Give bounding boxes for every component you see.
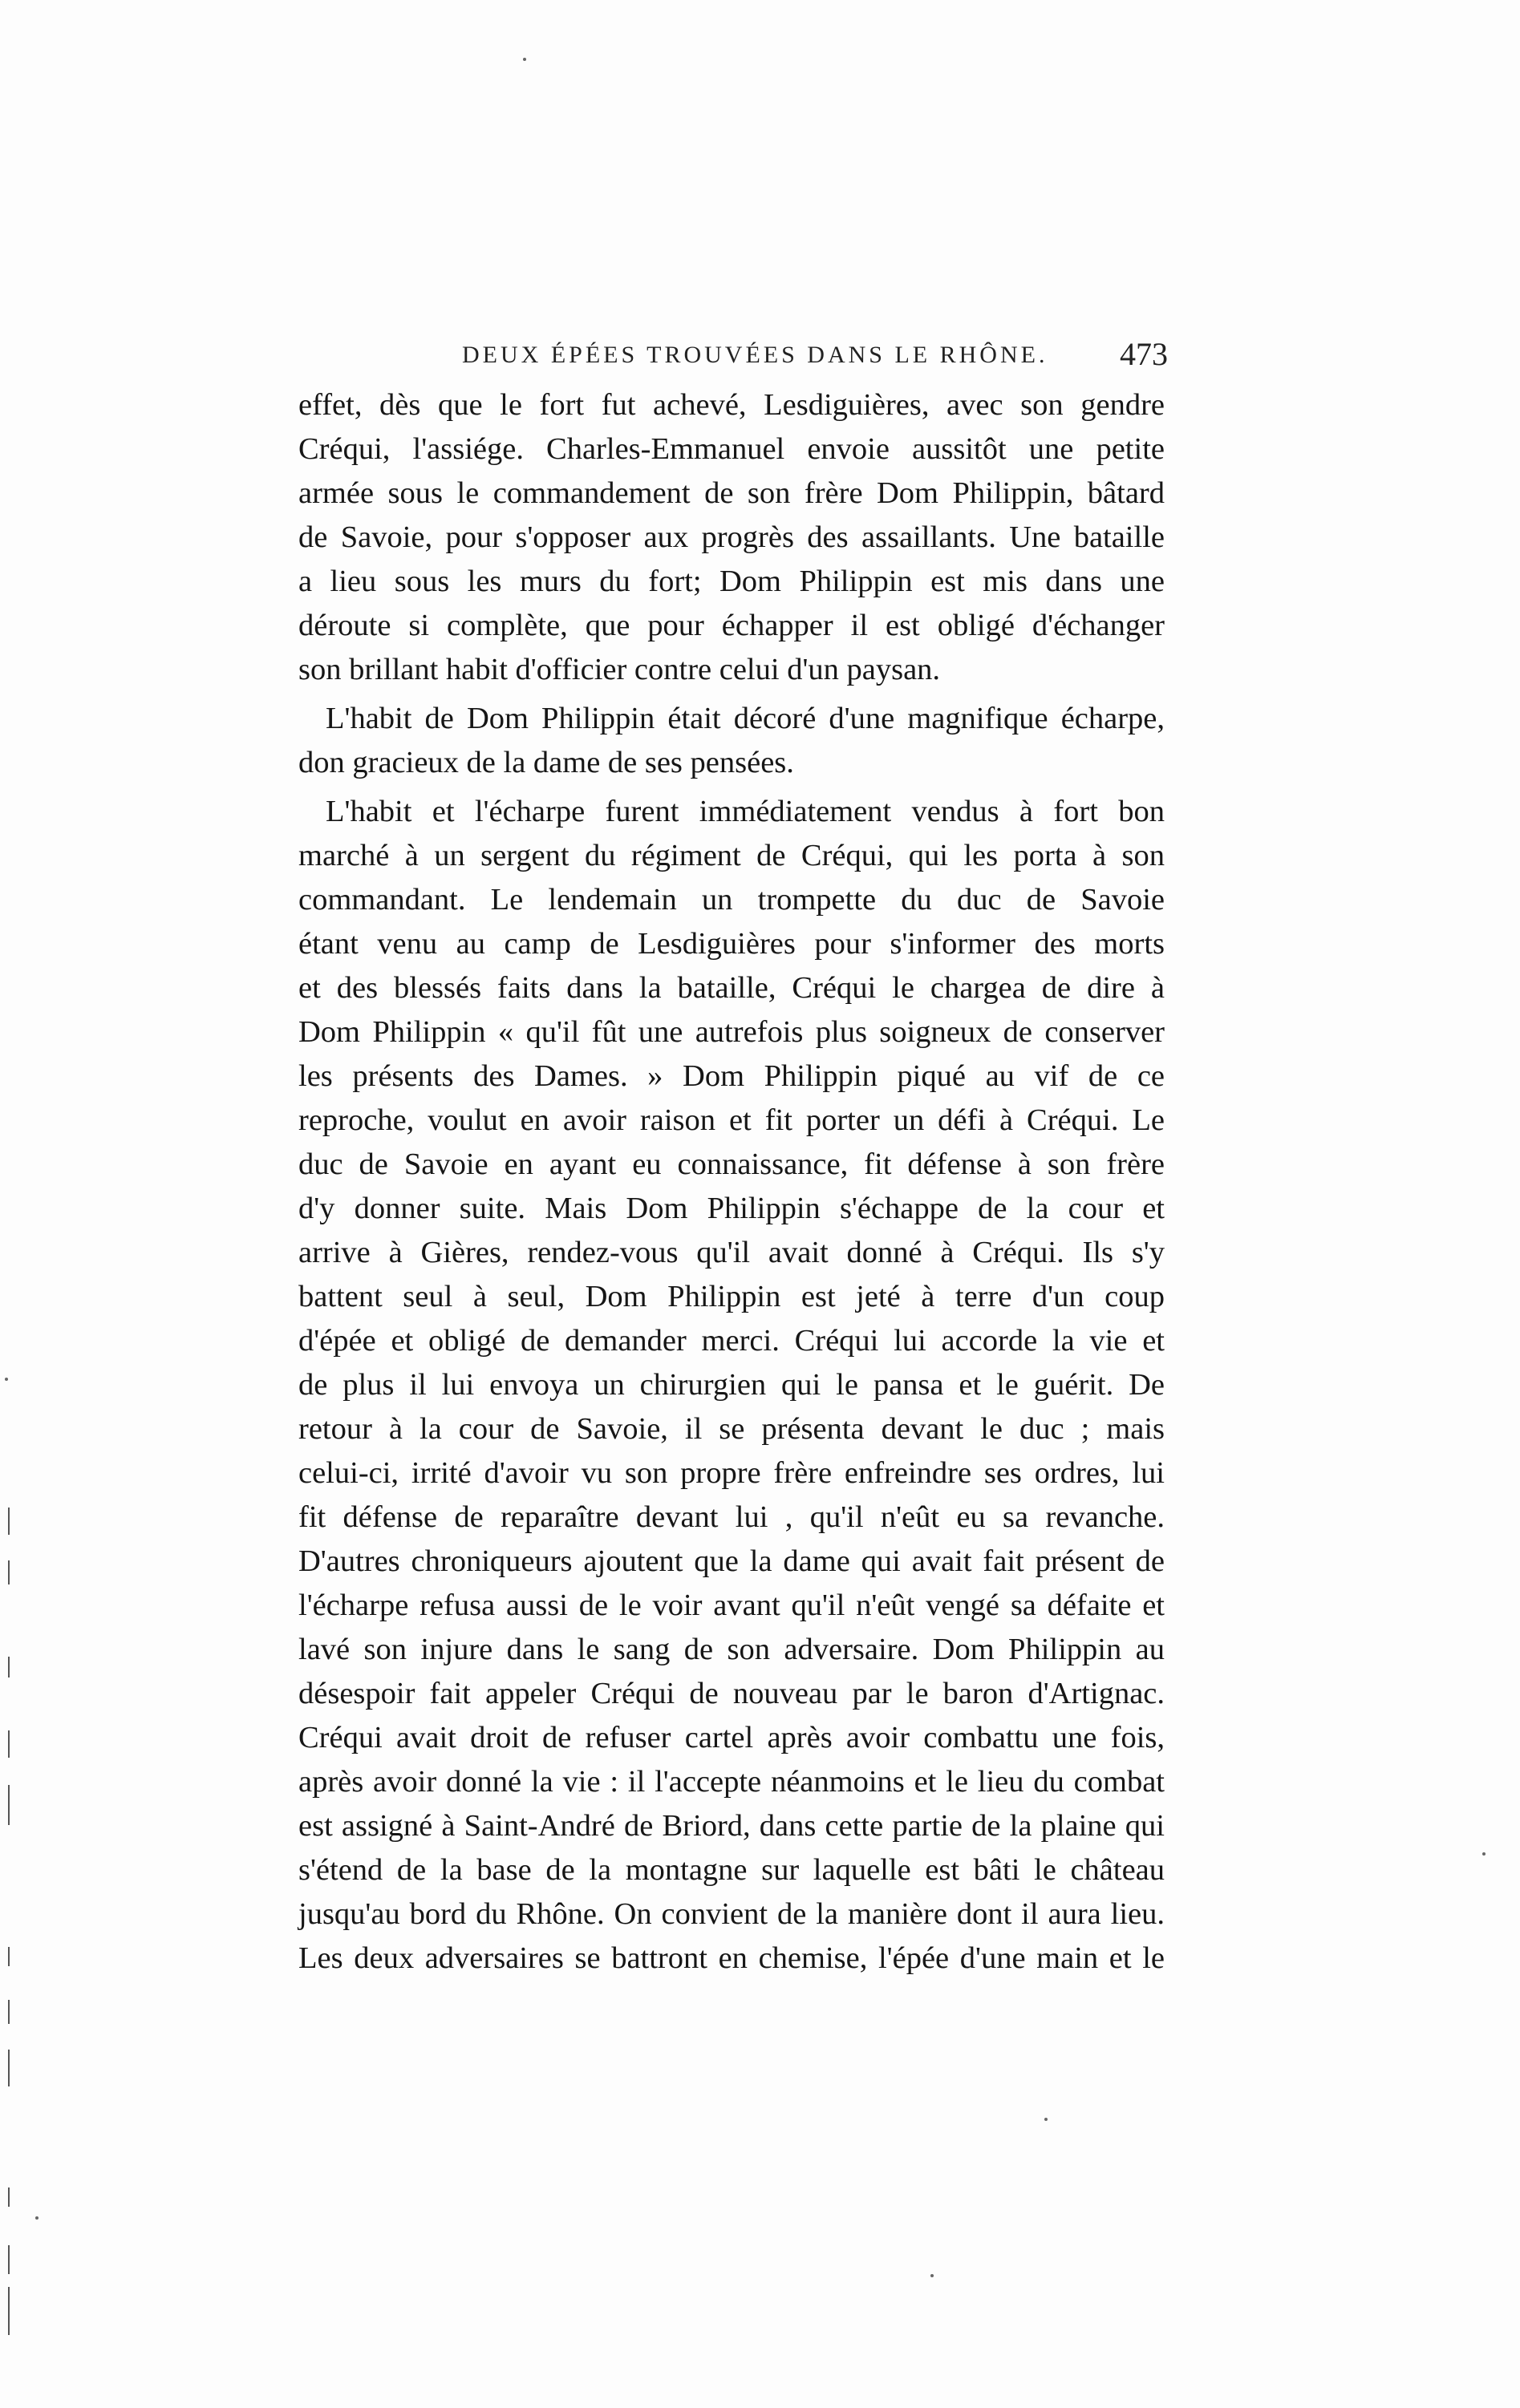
- text-line: celui-ci, irrité d'avoir vu son propre frère enfreindre ses ordres, lui: [298, 1456, 1165, 1490]
- scan-speck: [1044, 2118, 1048, 2121]
- scan-mark: [8, 1947, 10, 1966]
- text-line: jusqu'au bord du Rhône. On convient de la manière dont il aura lieu.: [298, 1897, 1165, 1931]
- text-line: d'épée et obligé de demander merci. Créqui lui accorde la vie et: [298, 1324, 1165, 1358]
- text-line: L'habit et l'écharpe furent immédiatement vendus à fort bon: [326, 795, 1165, 828]
- text-line: armée sous le commandement de son frère Dom Philippin, bâtard: [298, 476, 1165, 510]
- text-line: L'habit de Dom Philippin était décoré d'une magnifique écharpe,: [326, 702, 1165, 735]
- scan-speck: [5, 1378, 8, 1381]
- text-line: l'écharpe refusa aussi de le voir avant qu'il n'eût vengé sa défaite et: [298, 1588, 1165, 1622]
- scan-mark: [8, 1785, 10, 1825]
- text-line: désespoir fait appeler Créqui de nouveau par le baron d'Artignac.: [298, 1677, 1165, 1710]
- text-line: de plus il lui envoya un chirurgien qui le pansa et le guérit. De: [298, 1368, 1165, 1402]
- body-text: [298, 383, 1165, 1981]
- scan-mark: [8, 2187, 10, 2207]
- text-line: d'y donner suite. Mais Dom Philippin s'échappe de la cour et: [298, 1192, 1165, 1225]
- text-line: fit défense de reparaître devant lui , qu'il n'eût eu sa revanche.: [298, 1500, 1165, 1534]
- scan-mark: [8, 1560, 10, 1584]
- text-line: arrive à Gières, rendez-vous qu'il avait donné à Créqui. Ils s'y: [298, 1236, 1165, 1269]
- text-line: son brillant habit d'officier contre celui d'un paysan.: [298, 653, 941, 686]
- text-line: battent seul à seul, Dom Philippin est jeté à terre d'un coup: [298, 1280, 1165, 1313]
- text-line: Les deux adversaires se battront en chemise, l'épée d'une main et le: [298, 1941, 1165, 1975]
- scan-mark: [8, 1657, 10, 1678]
- text-line: et des blessés faits dans la bataille, Créqui le chargea de dire à: [298, 971, 1165, 1005]
- running-title: DEUX ÉPÉES TROUVÉES DANS LE RHÔNE.: [462, 342, 1048, 368]
- scan-speck: [1482, 1852, 1486, 1856]
- scan-mark: [8, 1508, 10, 1535]
- text-line: Créqui, l'assiége. Charles-Emmanuel envoie aussitôt une petite: [298, 432, 1165, 466]
- scan-mark: [8, 2245, 10, 2274]
- text-line: effet, dès que le fort fut achevé, Lesdiguières, avec son gendre: [298, 388, 1165, 422]
- text-line: marché à un sergent du régiment de Créqui, qui les porta à son: [298, 839, 1165, 872]
- text-line: Créqui avait droit de refuser cartel après avoir combattu une fois,: [298, 1721, 1165, 1754]
- text-line: commandant. Le lendemain un trompette du duc de Savoie: [298, 883, 1165, 917]
- text-line: après avoir donné la vie : il l'accepte néanmoins et le lieu du combat: [298, 1765, 1165, 1799]
- text-line: reproche, voulut en avoir raison et fit porter un défi à Créqui. Le: [298, 1103, 1165, 1137]
- scan-mark: [8, 1730, 10, 1758]
- text-line: D'autres chroniqueurs ajoutent que la dame qui avait fait présent de: [298, 1544, 1165, 1578]
- scan-speck: [35, 2216, 39, 2220]
- text-line: de Savoie, pour s'opposer aux progrès des assaillants. Une bataille: [298, 520, 1165, 554]
- running-head: [302, 335, 1168, 383]
- scan-mark: [8, 2000, 10, 2024]
- text-line: s'étend de la base de la montagne sur laquelle est bâti le château: [298, 1853, 1165, 1887]
- scan-speck: [523, 58, 526, 61]
- text-line: duc de Savoie en ayant eu connaissance, fit défense à son frère: [298, 1147, 1165, 1181]
- text-line: déroute si complète, que pour échapper il est obligé d'échanger: [298, 609, 1165, 642]
- text-line: a lieu sous les murs du fort; Dom Philippin est mis dans une: [298, 565, 1165, 598]
- text-line: étant venu au camp de Lesdiguières pour s'informer des morts: [298, 927, 1165, 961]
- text-line: est assigné à Saint-André de Briord, dans cette partie de la plaine qui: [298, 1809, 1165, 1843]
- text-line: don gracieux de la dame de ses pensées.: [298, 746, 794, 779]
- scan-mark: [8, 2050, 10, 2086]
- text-line: lavé son injure dans le sang de son adversaire. Dom Philippin au: [298, 1633, 1165, 1666]
- text-line: les présents des Dames. » Dom Philippin piqué au vif de ce: [298, 1059, 1165, 1093]
- text-line: retour à la cour de Savoie, il se présenta devant le duc ; mais: [298, 1412, 1165, 1446]
- scan-mark: [8, 2287, 10, 2335]
- scan-speck: [930, 2274, 934, 2277]
- page-number: 473: [1120, 336, 1168, 372]
- text-line: Dom Philippin « qu'il fût une autrefois plus soigneux de conserver: [298, 1015, 1165, 1049]
